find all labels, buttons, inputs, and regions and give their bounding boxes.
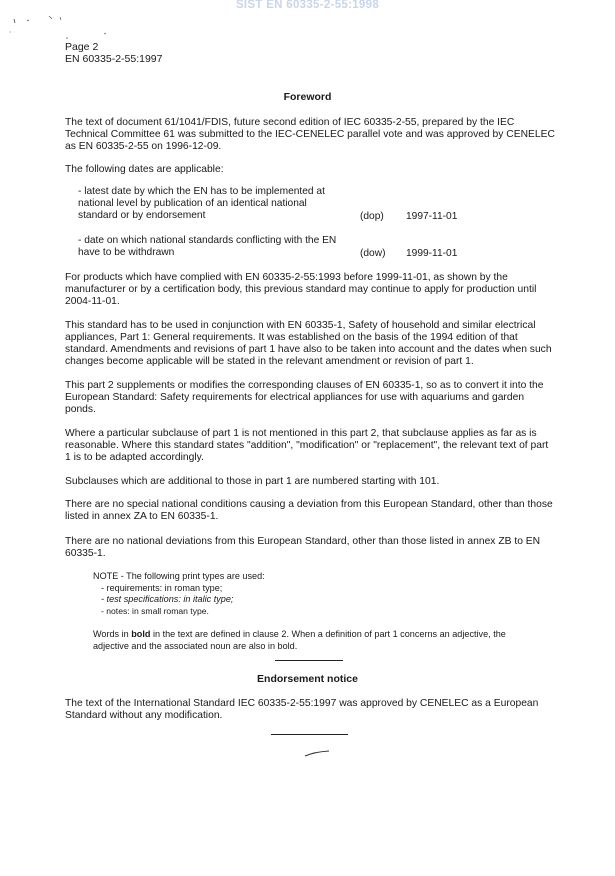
note-block bbox=[93, 571, 543, 617]
bold-words-paragraph bbox=[93, 629, 543, 652]
conjunction-paragraph: This standard has to be used in conjunction with EN 60335-1, Safety of household and similar electrical appliances, Part 1: General requirements. It was established on the basis of the 1994 edition of that standard. Amendments and revisions of part 1 have also to be taken into account and the dates when such changes become applicable will be stated in the relevant amendment or revision of part 1. bbox=[65, 320, 552, 368]
foreword-heading: Foreword bbox=[283, 91, 332, 103]
date-item-dop-text: - latest date by which the EN has to be implemented at national level by publication of an identical national standard or by endorsement bbox=[78, 186, 325, 222]
special-conditions-paragraph: There are no special national conditions causing a deviation from this European Standard, other than those listed in annex ZA to EN 60335-1. bbox=[65, 499, 553, 523]
date-item-dop-date: 1997-11-01 bbox=[406, 211, 458, 222]
note-requirements: - requirements: in roman type; bbox=[101, 582, 223, 593]
subclause-paragraph: Where a particular subclause of part 1 is not mentioned in this part 2, that subclause applies as far as is reasonable. Where this standard states "addition", "modification" or "replacement", the relevant text of part 1 is to be adapted accordingly. bbox=[65, 428, 549, 464]
end-divider bbox=[271, 734, 348, 735]
section-divider bbox=[275, 660, 343, 661]
date-item-dop-code: (dop) bbox=[360, 211, 384, 222]
bold-words-pre: Words in bbox=[93, 629, 132, 639]
part2-paragraph: This part 2 supplements or modifies the corresponding clauses of EN 60335-1, so as to convert it into the European Standard: Safety requirements for electrical appliances for use with aquariums and garden ponds. bbox=[65, 380, 544, 416]
page-number: Page 2 bbox=[65, 41, 99, 53]
standard-reference: EN 60335-2-55:1997 bbox=[65, 53, 163, 65]
endorsement-heading: Endorsement notice bbox=[257, 673, 358, 685]
dates-intro: The following dates are applicable: bbox=[65, 164, 224, 175]
note-notes: - notes: in small roman type. bbox=[101, 605, 209, 616]
end-mark bbox=[304, 750, 330, 758]
bold-words-post: in the text are defined in clause 2. When a definition of part 1 concerns an adjective, the adjective and the associated noun are also in bold. bbox=[93, 629, 506, 651]
products-paragraph: For products which have complied with EN 60335-2-55:1993 before 1999-11-01, as shown by the manufacturer or by a certification body, this previous standard may continue to apply for production until 2004-11-01. bbox=[65, 272, 537, 308]
intro-paragraph: The text of document 61/1041/FDIS, future second edition of IEC 60335-2-55, prepared by the IEC Technical Committee 61 was submitted to the IEC-CENELEC parallel vote and was approved by CENELEC as EN 60335-2-55 on 1996-12-09. bbox=[65, 117, 555, 153]
bold-words-emphasis: bold bbox=[131, 629, 151, 639]
date-item-dow-code: (dow) bbox=[360, 248, 386, 259]
watermark: SIST EN 60335-2-55:1998 bbox=[235, 0, 380, 11]
date-item-dow-date: 1999-11-01 bbox=[406, 248, 458, 259]
note-intro: NOTE - The following print types are used: bbox=[93, 571, 265, 581]
note-test-specifications: - test specifications: in italic type; bbox=[101, 594, 234, 605]
date-item-dow-text: - date on which national standards conflicting with the EN have to be withdrawn bbox=[78, 235, 337, 259]
endorsement-paragraph: The text of the International Standard IEC 60335-2-55:1997 was approved by CENELEC as a European Standard without any modification. bbox=[65, 698, 539, 722]
deviations-paragraph: There are no national deviations from this European Standard, other than those listed in annex ZB to EN 60335-1. bbox=[65, 536, 541, 560]
numbering-paragraph: Subclauses which are additional to those in part 1 are numbered starting with 101. bbox=[65, 476, 440, 487]
